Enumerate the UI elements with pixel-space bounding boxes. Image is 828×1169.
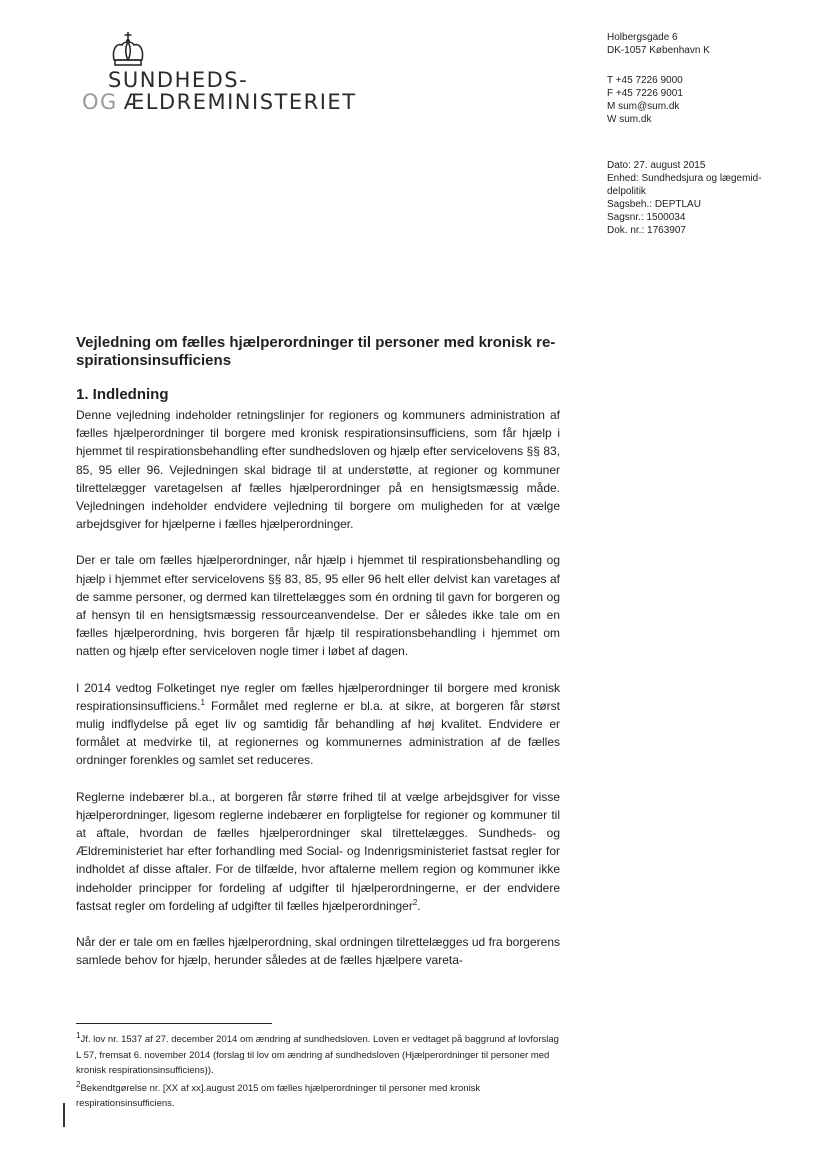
paragraph-2: Der er tale om fælles hjælperordninger, når hjælp i hjemmet til respirationsbehandling og hjælp i hjemmet efter servicelovens §§ 83, 85, 95 eller 96 helt eller delvist kan varetages af de samme personer, og dermed kan tilrettelægges som én ordning til gavn for borgeren og af hensyn til en hensigtsmæssig ressourceanvendelse. Der er således ikke tale om en fælles hjælperordning, hvis borgeren får hjælp til respirationsbehandling i hjemmet om natten og hjælp efter serviceloven nogle timer i løbet af dagen.	[76, 553, 560, 659]
footnote-2-number: 2	[76, 1079, 81, 1089]
contact-block	[607, 74, 683, 126]
paragraph-4-part-a: Reglerne indebærer bl.a., at borgeren får større frihed til at vælge arbejdsgiver for visse hjælperordninger, ligesom reglerne indebærer en forpligtelse for regioner og kommuner til at aftale, hvordan de fælles hjælperordninger skal tilrettelægges. Sundheds- og Ældreministeriet har efter forhandling med Social- og Indenrigsministeriet fastsat regler for indholdet af disse aftaler. For de tilfælde, hvor aftalerne mellem region og kommuner ikke indeholder principper for fordeling af udgifter til hjælperordningerne, er der endvidere fastsat regler om fordeling af udgifter til fælles hjælperordninger	[76, 789, 560, 913]
footnote-divider	[76, 1023, 272, 1024]
ministry-logo-main: ÆLDREMINISTERIET	[123, 90, 357, 114]
paragraph-4	[76, 788, 560, 915]
meta-case-no: Sagsnr.: 1500034	[607, 212, 686, 223]
paragraph-3-part-b: Formålet med reglerne er bl.a. at sikre, at borgeren får størst mulig indflydelse på eget liv og samtidig får behandling af høj kvalitet. Endvidere er formålet at medvirke til, at regionernes og kommunernes administration af de fælles ordninger forenkles og samlet set reduceres.	[76, 698, 560, 768]
footnote-1-number: 1	[76, 1030, 81, 1040]
document-meta	[607, 159, 777, 237]
paragraph-4-part-b: .	[417, 898, 421, 913]
paragraph-3-part-a: I 2014 vedtog Folketinget nye regler om fælles hjælperordninger til borgere med kronisk respirationsinsufficiens.	[76, 680, 560, 713]
footnote-1-text: Jf. lov nr. 1537 af 27. december 2014 om ændring af sundhedsloven. Loven er vedtaget på baggrund af lovforslag L 57, fremsat 6. november 2014 (forslag til lov om ændring af sundhedsloven (Hjælperordninger til personer med kronisk respirationsinsufficiens)).	[76, 1034, 559, 1076]
address-block	[607, 31, 710, 57]
document-title: Vejledning om fælles hjælperordninger til personer med kronisk re-spirationsinsufficiens	[76, 334, 556, 369]
footnote-1	[76, 1032, 560, 1079]
footnotes	[76, 1032, 560, 1114]
section-heading: 1. Indledning	[76, 386, 169, 403]
contact-fax: F +45 7226 9001	[607, 88, 683, 99]
crown-logo-icon	[108, 30, 148, 70]
address-street: Holbergsgade 6	[607, 32, 678, 43]
revision-marker	[63, 1103, 65, 1127]
ministry-logo-line1: SUNDHEDS-	[108, 68, 249, 92]
footnote-2-text: Bekendtgørelse nr. [XX af xx].august 2015 om fælles hjælperordninger til personer med kronisk respirationsinsufficiens.	[76, 1082, 481, 1109]
footnote-2	[76, 1081, 560, 1112]
ministry-logo-line2	[82, 90, 357, 114]
footnote-ref-1: 1	[200, 697, 205, 707]
contact-phone: T +45 7226 9000	[607, 75, 683, 86]
paragraph-3	[76, 679, 560, 770]
address-city: DK-1057 København K	[607, 45, 710, 56]
contact-mail: M sum@sum.dk	[607, 101, 680, 112]
contact-web: W sum.dk	[607, 114, 652, 125]
paragraph-1: Denne vejledning indeholder retningslinjer for regioners og kommuners administration af fælles hjælperordninger til borgere med kronisk respirationsinsufficiens, som får hjælp i hjemmet til respirationsbehandling efter sundhedsloven og hjælp efter servicelovens §§ 83, 85, 95 eller 96. Vejledningen skal bidrage til at understøtte, at regioner og kommuner tilrettelægger varetagelsen af fælles hjælperordninger på en hensigtsmæssig måde. Vejledningen indeholder endvidere vejledning til borgere om muligheden for at vælge arbejdsgiver for hjælperne i fælles hjælperordninger.	[76, 408, 560, 532]
meta-doc-no: Dok. nr.: 1763907	[607, 225, 686, 236]
ministry-logo-og: OG	[82, 90, 118, 114]
meta-caseworker: Sagsbeh.: DEPTLAU	[607, 199, 701, 210]
meta-unit-1: Enhed: Sundhedsjura og lægemid-	[607, 173, 762, 184]
paragraph-5: Når der er tale om en fælles hjælperordning, skal ordningen tilrettelægges ud fra borgerens samlede behov for hjælp, herunder således at de fælles hjælpere vareta-	[76, 935, 560, 968]
footnote-ref-2: 2	[412, 897, 418, 907]
meta-unit-2: delpolitik	[607, 186, 646, 197]
document-body	[76, 406, 560, 987]
meta-date: Dato: 27. august 2015	[607, 160, 706, 171]
